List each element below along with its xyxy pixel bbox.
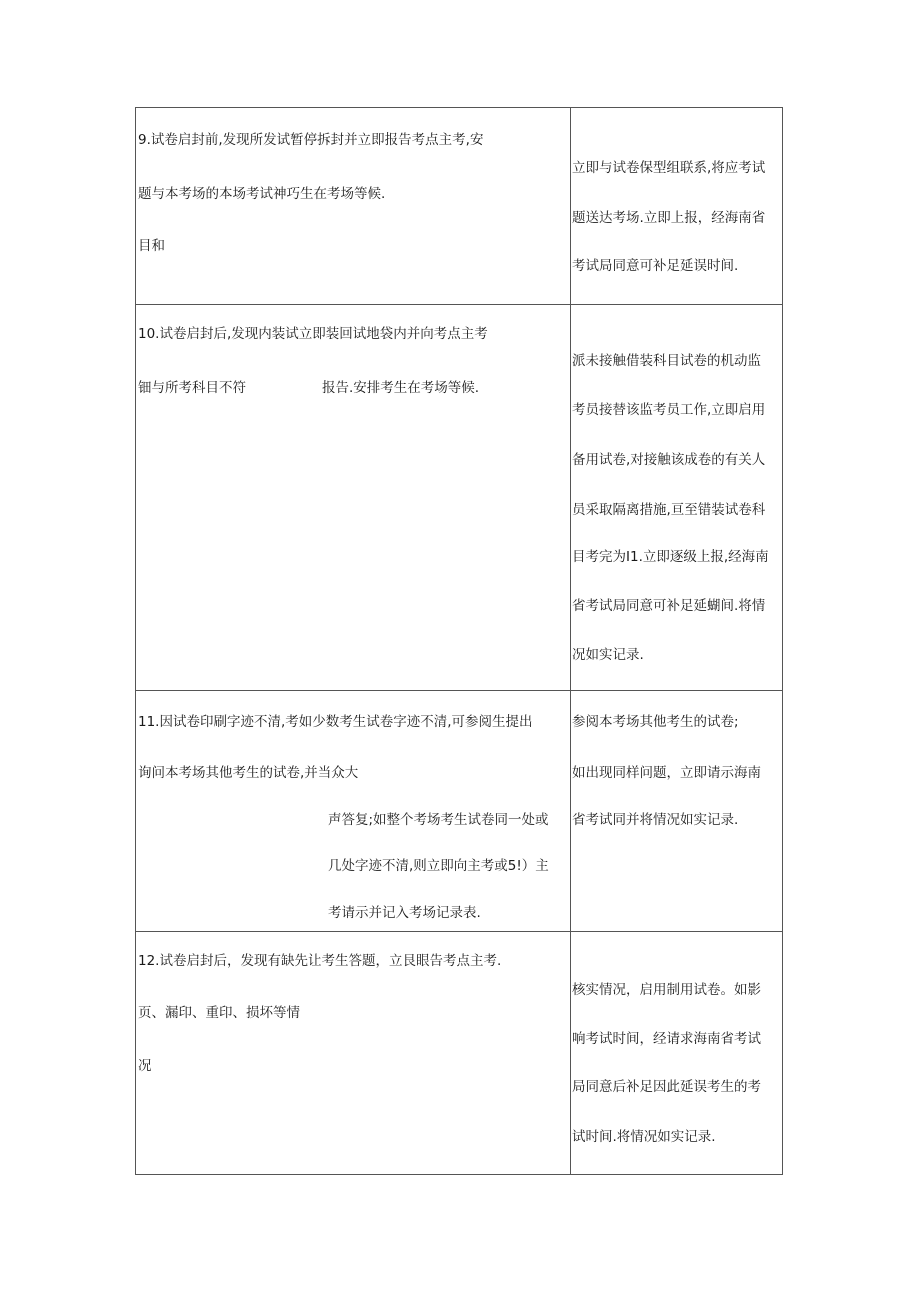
cell-text-line: 备用试卷,对接触该成卷的有关人 (572, 452, 766, 468)
cell-text-line: 局同意后补足因此延误考生的考 (572, 1079, 761, 1095)
cell-text-line: 况 (138, 1058, 152, 1074)
cell-text-line: 题与本考场的本场考试神巧生在考场等候. (138, 186, 386, 202)
situation-cell (136, 932, 571, 1174)
cell-text-line: 省考试同并将情况如实记录. (572, 812, 739, 828)
cell-text-line: 题送达考场.立即上报，经海南省 (572, 210, 766, 226)
handling-cell (571, 932, 782, 1174)
cell-text-line: 省考试局同意可补足延蝴间.将情 (572, 598, 766, 614)
situation-cell (136, 305, 571, 690)
cell-text-line: 派未接触借装科目试卷的机动监 (572, 353, 761, 369)
cell-text-line: 试时间.将情况如实记录. (572, 1129, 716, 1145)
cell-text-line: 核实情况，启用制用试卷。如影 (572, 982, 761, 998)
table-row (136, 691, 782, 932)
cell-text-line: 目考完为I1.立即逐级上报,经海南 (572, 549, 769, 565)
cell-text-line: 9.试卷启封前,发现所发试暂停拆封并立即报告考点主考,安 (138, 132, 484, 148)
table-row (136, 108, 782, 305)
cell-text-line: 10.试卷启封后,发现内装试立即装回试地袋内并向考点主考 (138, 326, 488, 342)
cell-text-line: 考员接替该监考员工作,立即启用 (572, 402, 766, 418)
handling-cell (571, 305, 782, 690)
cell-text-line: 参阅本考场其他考生的试卷; (572, 714, 739, 730)
cell-text-line: 考试局同意可补足延误时间. (572, 258, 739, 274)
cell-text-line: 如出现同样问题，立即请示海南 (572, 765, 761, 781)
cell-text-line: 员采取隔离措施,亘至错装试卷科 (572, 502, 766, 518)
cell-text-line: 立即与试卷保型组联系,将应考试 (572, 160, 766, 176)
cell-text-line: 目和 (138, 238, 165, 254)
handling-cell (571, 108, 782, 304)
cell-text-line: 报告.安排考生在考场等候. (322, 380, 480, 396)
cell-text-line: 况如实记录. (572, 647, 644, 663)
cell-text-line: 考请示并记入考场记录表. (328, 905, 481, 921)
handling-cell (571, 691, 782, 931)
cell-text-line: 几处字迹不清,则立即向主考或5!）主 (328, 858, 549, 874)
cell-text-line: 声答复;如整个考场考生试卷同一处或 (328, 812, 549, 828)
cell-text-line: 响考试时间，经请求海南省考试 (572, 1031, 761, 1047)
procedure-table (135, 107, 783, 1175)
table-row (136, 305, 782, 691)
cell-text-line: 11.因试卷印刷字迹不清,考如少数考生试卷字迹不清,可参阅生提出 (138, 714, 533, 730)
cell-text-line: 钿与所考科目不符 (138, 380, 246, 396)
table-row (136, 932, 782, 1174)
cell-text-line: 12.试卷启封后，发现有缺先让考生答题，立艮眼告考点主考. (138, 953, 502, 969)
situation-cell (136, 108, 571, 304)
cell-text-line: 询问本考场其他考生的试卷,并当众大 (138, 765, 359, 781)
cell-text-line: 页、漏印、重印、损坏等情 (138, 1005, 300, 1021)
situation-cell (136, 691, 571, 931)
